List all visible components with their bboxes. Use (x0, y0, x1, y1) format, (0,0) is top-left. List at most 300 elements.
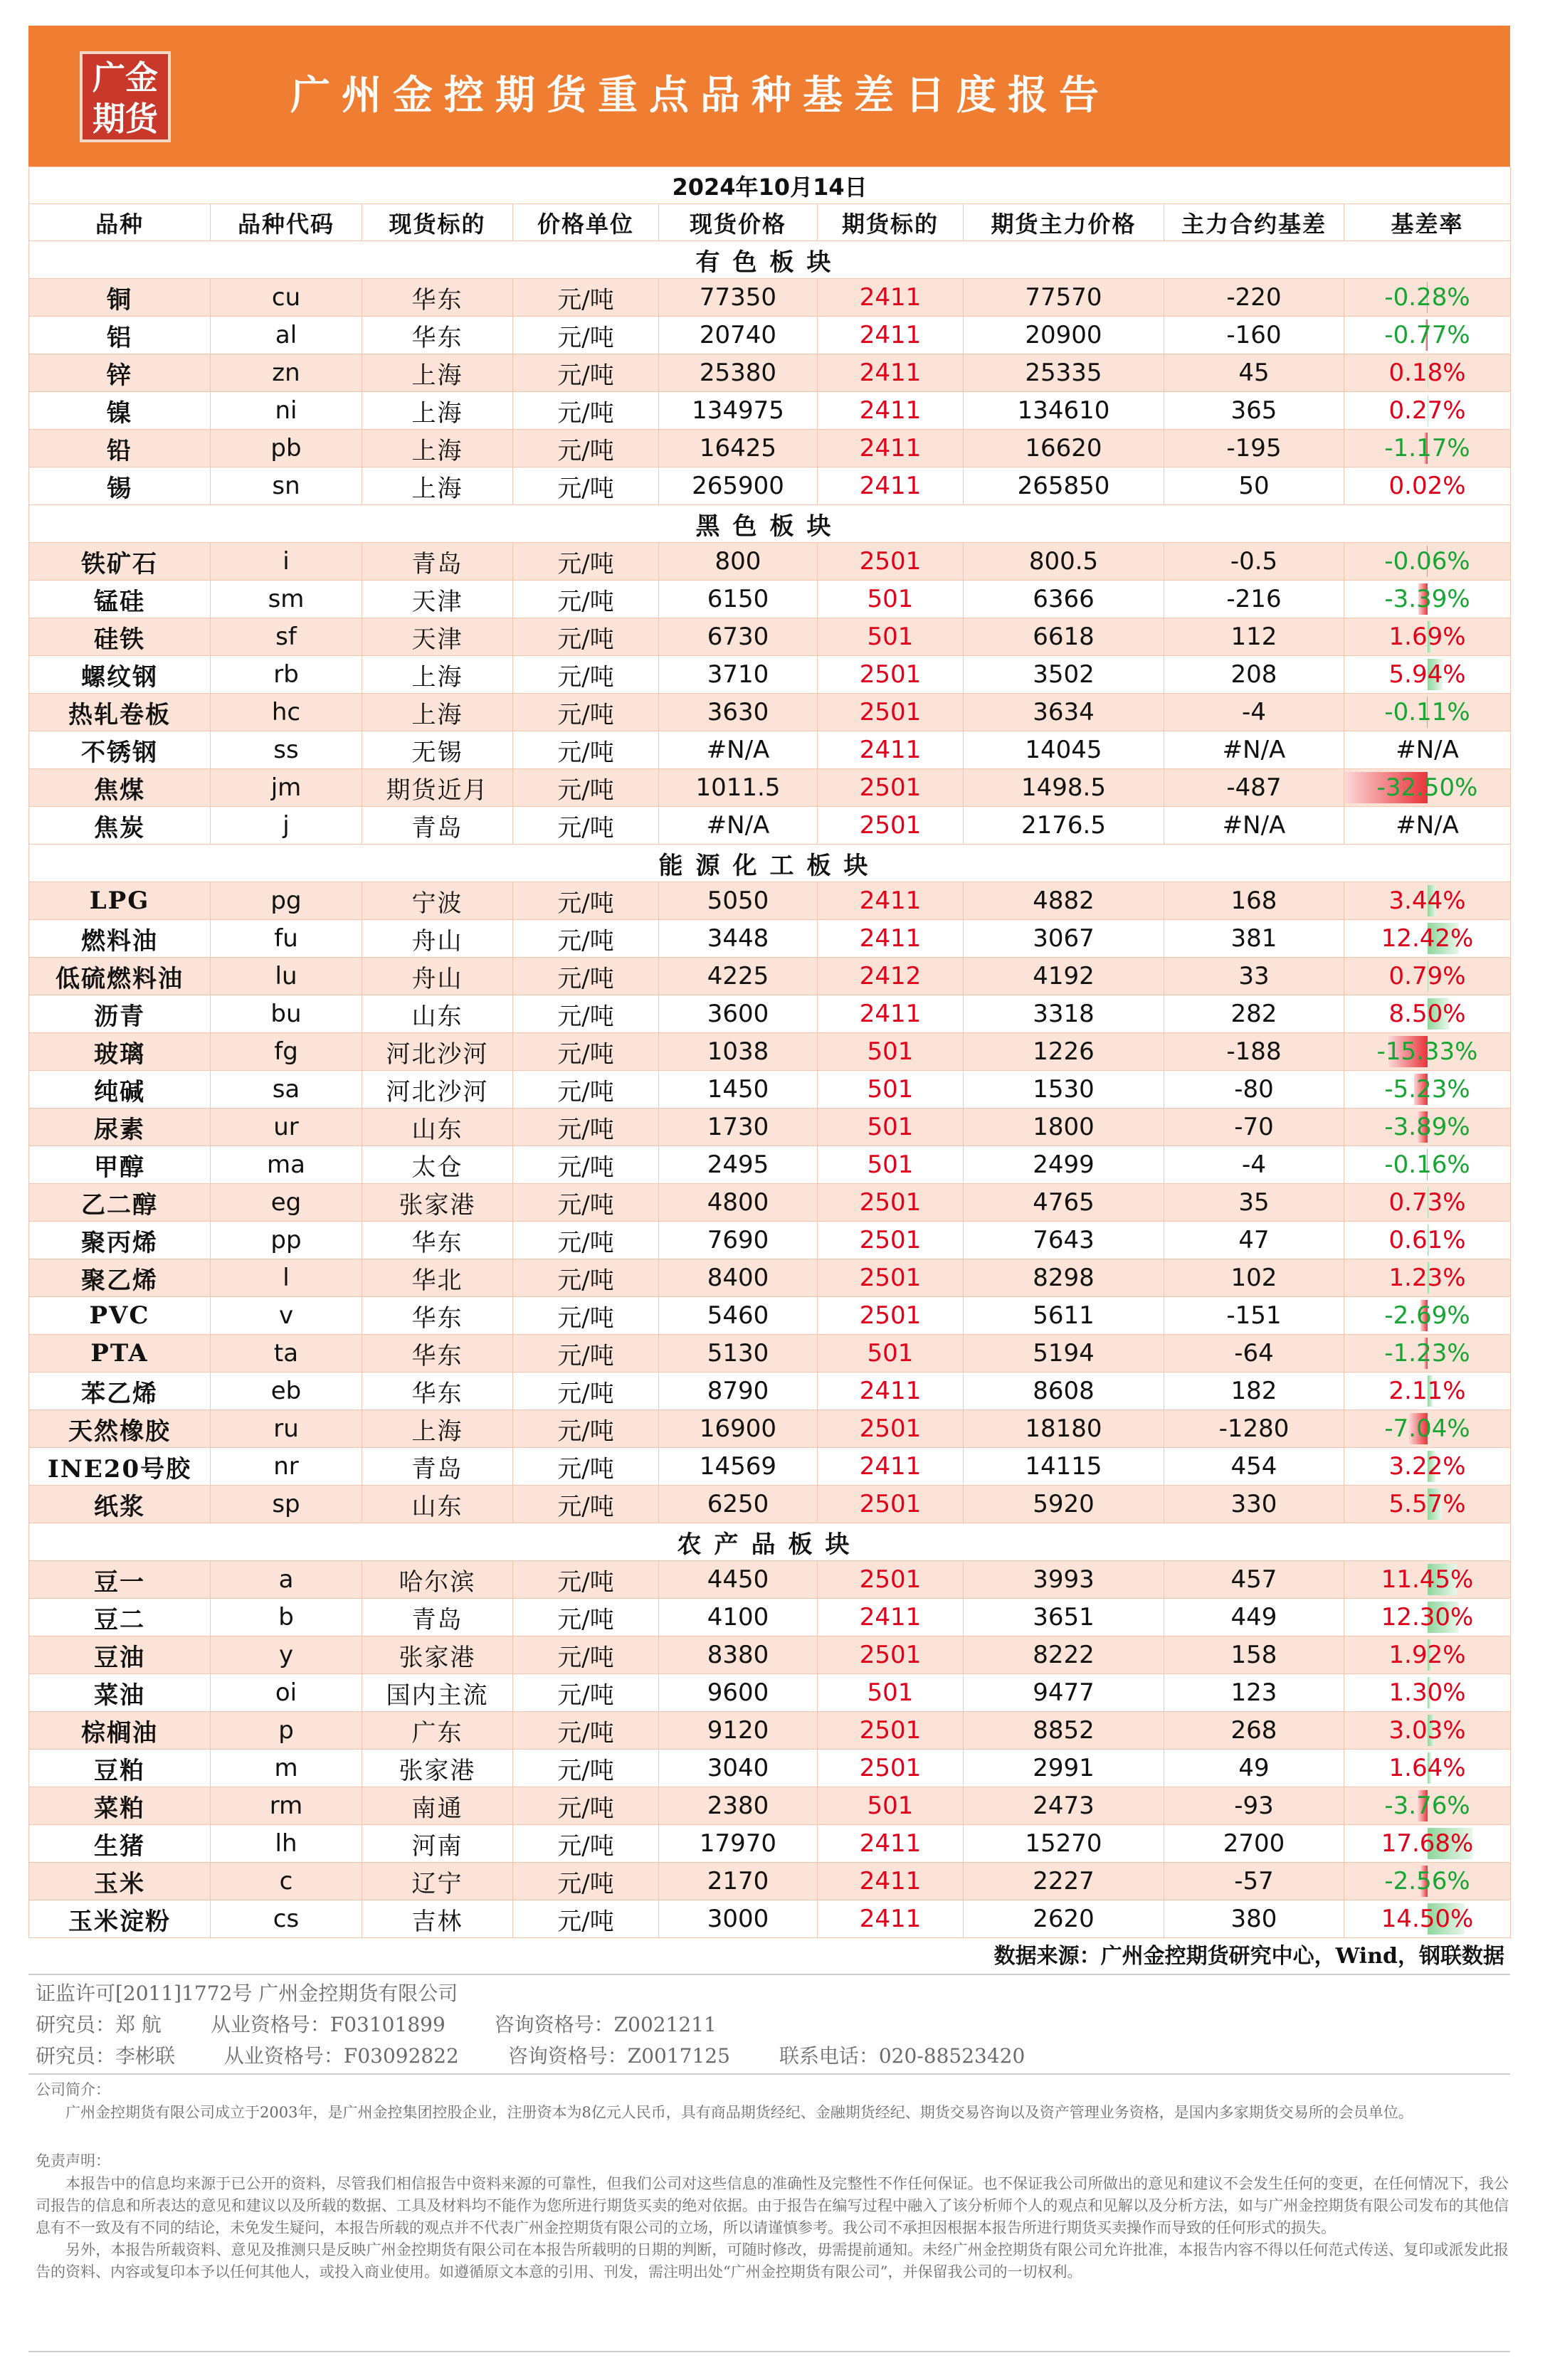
cell-spot-price: 3448 (659, 920, 818, 958)
cell-spot: 河南 (362, 1825, 513, 1863)
rate-value: 3.22% (1388, 1452, 1466, 1481)
col-header-contract: 期货标的 (818, 204, 964, 241)
cell-contract: 2411 (818, 1825, 964, 1863)
cell-spot: 上海 (362, 392, 513, 430)
cell-code: j (211, 807, 362, 845)
rate-value: 0.61% (1388, 1226, 1466, 1254)
date-row (29, 167, 1511, 204)
cell-rate (1344, 769, 1511, 807)
cell-basis: 182 (1164, 1373, 1344, 1410)
cell-rate (1344, 1335, 1511, 1373)
cell-contract: 2501 (818, 1222, 964, 1259)
cell-spot-price: 9120 (659, 1712, 818, 1750)
cell-code: ma (211, 1146, 362, 1184)
cell-contract: 2411 (818, 392, 964, 430)
cell-code: sn (211, 467, 362, 505)
cell-spot-price: #N/A (659, 807, 818, 845)
cell-spot: 天津 (362, 581, 513, 618)
cell-name: 乙二醇 (29, 1184, 211, 1222)
rate-value: 3.44% (1388, 887, 1466, 915)
cell-unit: 元/吨 (513, 1674, 659, 1712)
cell-unit: 元/吨 (513, 731, 659, 769)
cell-unit: 元/吨 (513, 995, 659, 1033)
cell-name: 热轧卷板 (29, 694, 211, 731)
cell-unit: 元/吨 (513, 1636, 659, 1674)
cell-spot-price: 77350 (659, 279, 818, 317)
cell-basis: -195 (1164, 430, 1344, 467)
cell-basis: -487 (1164, 769, 1344, 807)
cell-futures-price: 6366 (964, 581, 1164, 618)
cell-futures-price: 20900 (964, 317, 1164, 354)
cell-name: 锡 (29, 467, 211, 505)
cell-contract: 2411 (818, 279, 964, 317)
cell-futures-price: 25335 (964, 354, 1164, 392)
cell-code: sp (211, 1486, 362, 1523)
cell-futures-price: 14115 (964, 1448, 1164, 1486)
cell-futures-price: 265850 (964, 467, 1164, 505)
cell-basis: 282 (1164, 995, 1344, 1033)
researcher-1-cert: 从业资格号：F03101899 (210, 2013, 445, 2036)
col-header-name: 品种 (29, 204, 211, 241)
cell-contract: 501 (818, 1674, 964, 1712)
rate-value: -0.16% (1384, 1151, 1470, 1179)
cell-contract: 2411 (818, 882, 964, 920)
report-date: 2024年10月14日 (29, 167, 1511, 204)
cell-rate (1344, 1109, 1511, 1146)
disclaimer (36, 2173, 1509, 2283)
cell-rate (1344, 317, 1511, 354)
cell-contract: 2411 (818, 920, 964, 958)
disclaimer-heading: 免责声明： (36, 2152, 110, 2169)
cell-name: 天然橡胶 (29, 1410, 211, 1448)
cell-unit: 元/吨 (513, 1259, 659, 1297)
cell-unit: 元/吨 (513, 958, 659, 995)
cell-name: 玉米 (29, 1863, 211, 1900)
col-header-spot-price: 现货价格 (659, 204, 818, 241)
logo-text-bottom: 期货 (93, 100, 158, 138)
cell-code: sm (211, 581, 362, 618)
cell-spot-price: 6250 (659, 1486, 818, 1523)
cell-unit: 元/吨 (513, 1561, 659, 1599)
cell-rate (1344, 618, 1511, 656)
cell-unit: 元/吨 (513, 581, 659, 618)
table-row (29, 430, 1511, 467)
cell-contract: 2501 (818, 769, 964, 807)
cell-spot: 上海 (362, 656, 513, 694)
cell-unit: 元/吨 (513, 354, 659, 392)
researcher-1-name: 研究员：郑 航 (36, 2013, 162, 2036)
table-row (29, 1184, 1511, 1222)
cell-basis: 123 (1164, 1674, 1344, 1712)
cell-basis: 49 (1164, 1750, 1344, 1787)
cell-spot-price: 800 (659, 543, 818, 581)
cell-name: 焦煤 (29, 769, 211, 807)
section-header-row (29, 505, 1511, 543)
cell-unit: 元/吨 (513, 920, 659, 958)
table-row (29, 1109, 1511, 1146)
cell-spot-price: 5460 (659, 1297, 818, 1335)
cell-name: 螺纹钢 (29, 656, 211, 694)
rate-value: 1.30% (1388, 1678, 1466, 1707)
cell-futures-price: 2620 (964, 1900, 1164, 1938)
table-row (29, 694, 1511, 731)
cell-contract: 2501 (818, 1184, 964, 1222)
cell-unit: 元/吨 (513, 618, 659, 656)
cell-basis: -151 (1164, 1297, 1344, 1335)
cell-basis: 45 (1164, 354, 1344, 392)
cell-name: 铁矿石 (29, 543, 211, 581)
cell-contract: 2501 (818, 1410, 964, 1448)
cell-basis: 50 (1164, 467, 1344, 505)
cell-contract: 501 (818, 581, 964, 618)
cell-spot: 上海 (362, 1410, 513, 1448)
cell-rate (1344, 1184, 1511, 1222)
cell-rate (1344, 958, 1511, 995)
rate-value: 0.18% (1388, 359, 1466, 387)
cell-rate (1344, 279, 1511, 317)
cell-futures-price: 800.5 (964, 543, 1164, 581)
cell-code: bu (211, 995, 362, 1033)
cell-rate (1344, 430, 1511, 467)
cell-futures-price: 1498.5 (964, 769, 1164, 807)
cell-name: 菜油 (29, 1674, 211, 1712)
rate-value: 0.73% (1388, 1188, 1466, 1217)
table-row (29, 1033, 1511, 1071)
cell-spot-price: 4100 (659, 1599, 818, 1636)
cell-futures-price: 14045 (964, 731, 1164, 769)
section-title: 有色板块 (29, 241, 1511, 279)
cell-spot: 南通 (362, 1787, 513, 1825)
cell-name: 低硫燃料油 (29, 958, 211, 995)
table-row (29, 1750, 1511, 1787)
cell-contract: 2411 (818, 467, 964, 505)
cell-rate (1344, 882, 1511, 920)
cell-name: 尿素 (29, 1109, 211, 1146)
cell-basis: -80 (1164, 1071, 1344, 1109)
table-row (29, 920, 1511, 958)
cell-basis: 449 (1164, 1599, 1344, 1636)
cell-name: LPG (29, 882, 211, 920)
cell-rate (1344, 1033, 1511, 1071)
cell-rate (1344, 1222, 1511, 1259)
cell-spot-price: 6150 (659, 581, 818, 618)
cell-futures-price: 3067 (964, 920, 1164, 958)
cell-futures-price: 8222 (964, 1636, 1164, 1674)
rate-value: -0.11% (1384, 698, 1470, 726)
table-row (29, 618, 1511, 656)
cell-spot: 吉林 (362, 1900, 513, 1938)
contact-phone: 联系电话：020-88523420 (779, 2044, 1025, 2068)
cell-rate (1344, 1071, 1511, 1109)
table-row (29, 581, 1511, 618)
cell-rate (1344, 1674, 1511, 1712)
cell-name: 豆粕 (29, 1750, 211, 1787)
table-row (29, 882, 1511, 920)
rate-value: 8.50% (1388, 1000, 1466, 1028)
cell-basis: #N/A (1164, 731, 1344, 769)
cell-name: 纸浆 (29, 1486, 211, 1523)
cell-futures-price: 3634 (964, 694, 1164, 731)
cell-name: 玉米淀粉 (29, 1900, 211, 1938)
cell-code: m (211, 1750, 362, 1787)
cell-spot-price: #N/A (659, 731, 818, 769)
cell-spot: 华北 (362, 1259, 513, 1297)
cell-contract: 501 (818, 1146, 964, 1184)
rate-value: #N/A (1396, 736, 1459, 764)
cell-futures-price: 3651 (964, 1599, 1164, 1636)
rate-value: 1.92% (1388, 1641, 1466, 1669)
cell-spot-price: 14569 (659, 1448, 818, 1486)
table-row (29, 1787, 1511, 1825)
cell-code: lh (211, 1825, 362, 1863)
cell-contract: 2411 (818, 995, 964, 1033)
report-page (28, 26, 1510, 2352)
cell-spot-price: 1450 (659, 1071, 818, 1109)
cell-rate (1344, 1486, 1511, 1523)
table-row (29, 731, 1511, 769)
table-row (29, 958, 1511, 995)
cell-name: 沥青 (29, 995, 211, 1033)
cell-name: 玻璃 (29, 1033, 211, 1071)
cell-futures-price: 2499 (964, 1146, 1164, 1184)
cell-spot: 广东 (362, 1712, 513, 1750)
cell-code: cs (211, 1900, 362, 1938)
cell-unit: 元/吨 (513, 807, 659, 845)
table-row (29, 1900, 1511, 1938)
cell-code: pg (211, 882, 362, 920)
cell-spot: 上海 (362, 354, 513, 392)
cell-futures-price: 1530 (964, 1071, 1164, 1109)
cell-contract: 2501 (818, 1750, 964, 1787)
cell-spot-price: 4800 (659, 1184, 818, 1222)
cell-unit: 元/吨 (513, 1373, 659, 1410)
cell-spot: 上海 (362, 467, 513, 505)
cell-rate (1344, 1448, 1511, 1486)
cell-contract: 2412 (818, 958, 964, 995)
cell-futures-price: 134610 (964, 392, 1164, 430)
intro-heading: 公司简介： (36, 2081, 110, 2098)
cell-spot-price: 9600 (659, 1674, 818, 1712)
cell-code: rm (211, 1787, 362, 1825)
cell-basis: -93 (1164, 1787, 1344, 1825)
cell-contract: 2411 (818, 1863, 964, 1900)
table-row (29, 1373, 1511, 1410)
cell-futures-price: 2473 (964, 1787, 1164, 1825)
cell-name: 豆油 (29, 1636, 211, 1674)
cell-basis: -160 (1164, 317, 1344, 354)
cell-contract: 2411 (818, 354, 964, 392)
cell-unit: 元/吨 (513, 1825, 659, 1863)
cell-rate (1344, 995, 1511, 1033)
rate-value: 14.50% (1381, 1905, 1474, 1933)
cell-spot-price: 16900 (659, 1410, 818, 1448)
table-row (29, 1863, 1511, 1900)
col-header-basis: 主力合约基差 (1164, 204, 1344, 241)
cell-basis: 380 (1164, 1900, 1344, 1938)
table-row (29, 467, 1511, 505)
cell-spot-price: 8400 (659, 1259, 818, 1297)
cell-spot: 天津 (362, 618, 513, 656)
disclaimer-paragraph-1: 本报告中的信息均来源于已公开的资料，尽管我们相信报告中资料来源的可靠性，但我们公司对这些信息的准确性及完整性不作任何保证。也不保证我公司所做出的意见和建议不会发生任何的变更，在任何情况下，我公司报告的信息和所表达的意见和建议以及所载的数据、工具及材料均不能作为您所进行期货买卖的绝对依据。由于报告在编写过程中融入了该分析师个人的观点和见解以及分析方法，如与广州金控期货有限公司发布的其他信息有不一致及有不同的结论，未免发生疑问，本报告所载的观点并不代表广州金控期货有限公司的立场，所以请谨慎参考。我公司不承担因根据本报告所进行期货买卖操作而导致的任何形式的损失。 (36, 2175, 1509, 2236)
researcher-2-name: 研究员：李彬联 (36, 2044, 176, 2068)
cell-basis: 168 (1164, 882, 1344, 920)
cell-name: 豆二 (29, 1599, 211, 1636)
cell-name: PVC (29, 1297, 211, 1335)
cell-rate (1344, 1259, 1511, 1297)
cell-spot-price: 4450 (659, 1561, 818, 1599)
cell-spot-price: 2380 (659, 1787, 818, 1825)
cell-spot-price: 8380 (659, 1636, 818, 1674)
cell-contract: 2411 (818, 1373, 964, 1410)
rate-value: #N/A (1396, 811, 1459, 840)
cell-spot: 河北沙河 (362, 1071, 513, 1109)
cell-unit: 元/吨 (513, 279, 659, 317)
cell-spot-price: 3000 (659, 1900, 818, 1938)
company-logo (80, 51, 171, 142)
cell-contract: 2411 (818, 1599, 964, 1636)
cell-spot: 山东 (362, 1109, 513, 1146)
cell-contract: 2501 (818, 1486, 964, 1523)
cell-basis: 365 (1164, 392, 1344, 430)
cell-unit: 元/吨 (513, 1448, 659, 1486)
cell-futures-price: 18180 (964, 1410, 1164, 1448)
cell-spot: 上海 (362, 694, 513, 731)
cell-spot-price: 2495 (659, 1146, 818, 1184)
cell-spot-price: 3630 (659, 694, 818, 731)
cell-spot: 青岛 (362, 1599, 513, 1636)
basis-table (28, 166, 1511, 1938)
cell-basis: 112 (1164, 618, 1344, 656)
cell-futures-price: 4882 (964, 882, 1164, 920)
table-row (29, 1297, 1511, 1335)
cell-rate (1344, 1636, 1511, 1674)
data-source: 数据来源：广州金控期货研究中心，Wind，钢联数据 (993, 1944, 1504, 1969)
rate-value: -3.39% (1384, 585, 1470, 613)
cell-contract: 501 (818, 618, 964, 656)
cell-contract: 2501 (818, 694, 964, 731)
report-title: 广州金控期货重点品种基差日度报告 (290, 72, 1110, 119)
table-row (29, 769, 1511, 807)
rate-value: -2.56% (1384, 1867, 1470, 1895)
cell-basis: #N/A (1164, 807, 1344, 845)
cell-spot: 太仓 (362, 1146, 513, 1184)
column-header-row (29, 204, 1511, 241)
col-header-rate: 基差率 (1344, 204, 1511, 241)
table-row (29, 354, 1511, 392)
cell-unit: 元/吨 (513, 1297, 659, 1335)
cell-unit: 元/吨 (513, 1184, 659, 1222)
footer-divider (28, 2073, 1510, 2075)
cell-rate (1344, 1599, 1511, 1636)
cell-rate (1344, 1410, 1511, 1448)
cell-futures-price: 16620 (964, 430, 1164, 467)
cell-spot: 哈尔滨 (362, 1561, 513, 1599)
cell-contract: 2411 (818, 731, 964, 769)
cell-contract: 2501 (818, 1636, 964, 1674)
cell-contract: 501 (818, 1335, 964, 1373)
cell-futures-price: 15270 (964, 1825, 1164, 1863)
cell-futures-price: 7643 (964, 1222, 1164, 1259)
cell-spot-price: 7690 (659, 1222, 818, 1259)
cell-unit: 元/吨 (513, 1109, 659, 1146)
cell-contract: 2501 (818, 807, 964, 845)
cell-futures-price: 6618 (964, 618, 1164, 656)
cell-unit: 元/吨 (513, 1712, 659, 1750)
cell-basis: -216 (1164, 581, 1344, 618)
cell-contract: 2501 (818, 1259, 964, 1297)
cell-rate (1344, 656, 1511, 694)
cell-spot-price: 20740 (659, 317, 818, 354)
table-row (29, 1335, 1511, 1373)
table-row (29, 543, 1511, 581)
table-row (29, 279, 1511, 317)
footer-bottom-divider (28, 2351, 1510, 2352)
cell-rate (1344, 543, 1511, 581)
cell-rate (1344, 1863, 1511, 1900)
rate-value: -32.50% (1376, 773, 1478, 802)
cell-code: ru (211, 1410, 362, 1448)
col-header-spot: 现货标的 (362, 204, 513, 241)
cell-spot-price: 8790 (659, 1373, 818, 1410)
cell-unit: 元/吨 (513, 1335, 659, 1373)
rate-value: 0.02% (1388, 472, 1466, 500)
report-footer (28, 1974, 1510, 2352)
cell-spot-price: 17970 (659, 1825, 818, 1863)
table-row (29, 1146, 1511, 1184)
cell-futures-price: 77570 (964, 279, 1164, 317)
logo-text-top: 广金 (93, 58, 158, 97)
cell-contract: 501 (818, 1787, 964, 1825)
cell-basis: -57 (1164, 1863, 1344, 1900)
cell-unit: 元/吨 (513, 1410, 659, 1448)
cell-code: nr (211, 1448, 362, 1486)
cell-basis: 457 (1164, 1561, 1344, 1599)
cell-code: ta (211, 1335, 362, 1373)
cell-rate (1344, 920, 1511, 958)
researcher-2 (36, 2042, 1025, 2070)
cell-code: c (211, 1863, 362, 1900)
cell-code: lu (211, 958, 362, 995)
cell-spot-price: 6730 (659, 618, 818, 656)
disclaimer-paragraph-2: 另外，本报告所载资料、意见及推测只是反映广州金控期货有限公司在本报告所载明的日期的判断，可随时修改，毋需提前通知。未经广州金控期货有限公司允许批准，本报告内容不得以任何范式传送、复印或派发此报告的资料、内容或复印本予以任何其他人，或投入商业使用。如遵循原文本意的引用、刊发，需注明出处“广州金控期货有限公司”，并保留我公司的一切权利。 (36, 2241, 1509, 2280)
rate-value: 5.57% (1388, 1490, 1466, 1518)
cell-spot: 河北沙河 (362, 1033, 513, 1071)
col-header-futures-price: 期货主力价格 (964, 204, 1164, 241)
cell-spot: 张家港 (362, 1750, 513, 1787)
researcher-2-cert: 从业资格号：F03092822 (223, 2044, 459, 2068)
cell-spot: 期货近月 (362, 769, 513, 807)
cell-unit: 元/吨 (513, 769, 659, 807)
cell-contract: 2411 (818, 1448, 964, 1486)
cell-basis: 330 (1164, 1486, 1344, 1523)
rate-value: -2.69% (1384, 1301, 1470, 1330)
cell-code: y (211, 1636, 362, 1674)
cell-basis: -220 (1164, 279, 1344, 317)
cell-spot-price: 1038 (659, 1033, 818, 1071)
rate-value: -7.04% (1384, 1414, 1470, 1443)
cell-rate (1344, 581, 1511, 618)
section-title: 黑色板块 (29, 505, 1511, 543)
cell-code: ss (211, 731, 362, 769)
cell-code: fg (211, 1033, 362, 1071)
cell-futures-price: 3993 (964, 1561, 1164, 1599)
cell-name: 甲醇 (29, 1146, 211, 1184)
table-row (29, 1222, 1511, 1259)
cell-name: 铅 (29, 430, 211, 467)
cell-futures-price: 1800 (964, 1109, 1164, 1146)
section-header-row (29, 241, 1511, 279)
cell-unit: 元/吨 (513, 1146, 659, 1184)
